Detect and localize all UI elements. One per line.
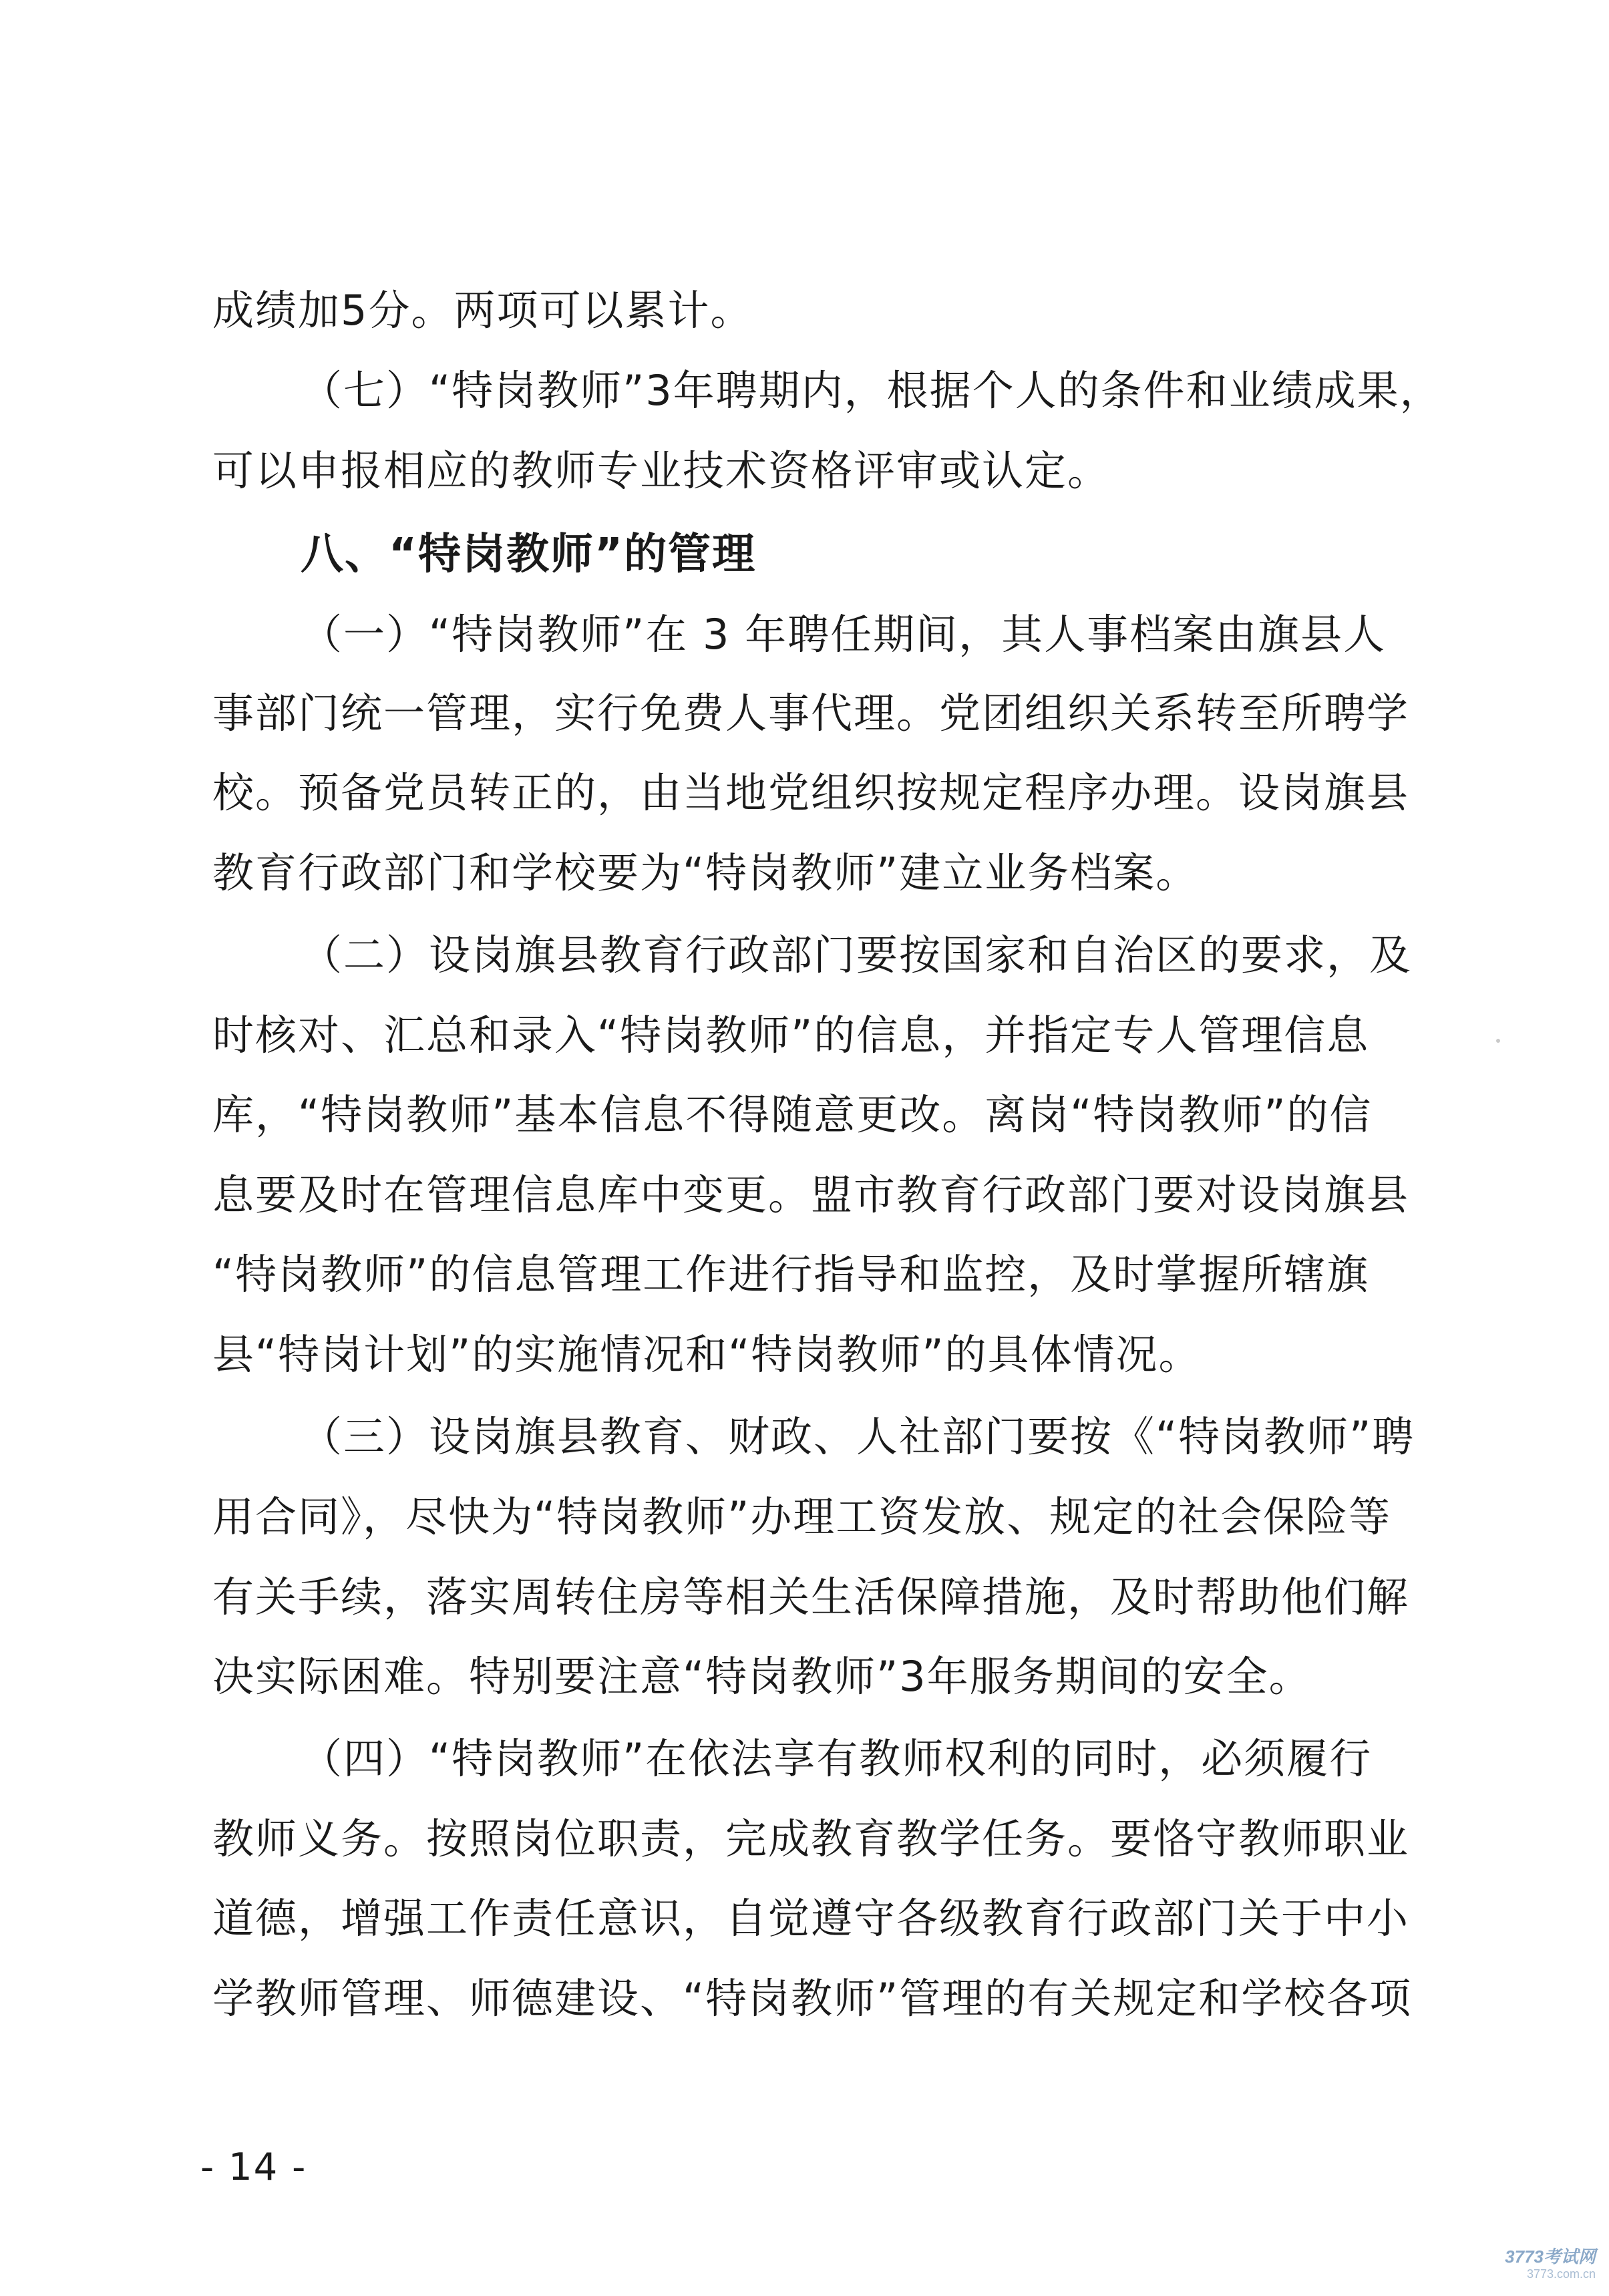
paragraph-line: 用合同》，尽快为“特岗教师”办理工资发放、规定的社会保险等 [212, 1492, 1392, 1541]
paragraph-line: （二）设岗旗县教育行政部门要按国家和自治区的要求，及 [301, 931, 1413, 979]
paragraph-line: “特岗教师”的信息管理工作进行指导和监控，及时掌握所辖旗 [212, 1250, 1370, 1299]
paragraph-line: 时核对、汇总和录入“特岗教师”的信息，并指定专人管理信息 [212, 1011, 1370, 1059]
watermark-title: 3773考试网 [1505, 2247, 1596, 2267]
paragraph-line: 库，“特岗教师”基本信息不得随意更改。离岗“特岗教师”的信 [212, 1090, 1373, 1139]
paragraph-line: 教育行政部门和学校要为“特岗教师”建立业务档案。 [212, 848, 1199, 897]
paragraph-line: 息要及时在管理信息库中变更。盟市教育行政部门要对设岗旗县 [212, 1170, 1410, 1219]
page-number: - 14 - [200, 2146, 307, 2189]
paragraph-line: 可以申报相应的教师专业技术资格评审或认定。 [212, 446, 1111, 495]
paragraph-line: 事部门统一管理，实行免费人事代理。党团组织关系转至所聘学 [212, 689, 1410, 737]
paragraph-line: 成绩加5分。两项可以累计。 [212, 286, 753, 335]
paragraph-line: 道德，增强工作责任意识，自觉遵守各级教育行政部门关于中小 [212, 1894, 1410, 1943]
paragraph-line: 学教师管理、师德建设、“特岗教师”管理的有关规定和学校各项 [212, 1974, 1413, 2023]
paragraph-line: 教师义务。按照岗位职责，完成教育教学任务。要恪守教师职业 [212, 1814, 1410, 1863]
section-heading: 八、“特岗教师”的管理 [301, 530, 757, 579]
paragraph-line: （七）“特岗教师”3年聘期内，根据个人的条件和业绩成果， [301, 366, 1443, 415]
paragraph-line: （一）“特岗教师”在 3 年聘任期间，其人事档案由旗县人 [301, 610, 1387, 659]
watermark-logo [1475, 2247, 1596, 2287]
paragraph-line: 有关手续，落实周转住房等相关生活保障措施，及时帮助他们解 [212, 1573, 1410, 1621]
paragraph-line: 校。预备党员转正的，由当地党组织按规定程序办理。设岗旗县 [212, 768, 1410, 817]
watermark-url: 3773.com.cn [1526, 2267, 1596, 2281]
paragraph-line: （三）设岗旗县教育、财政、人社部门要按《“特岗教师”聘 [301, 1412, 1415, 1461]
paragraph-line: 决实际困难。特别要注意“特岗教师”3年服务期间的安全。 [212, 1652, 1312, 1701]
paragraph-line: 县“特岗计划”的实施情况和“特岗教师”的具体情况。 [212, 1330, 1202, 1379]
scan-speck [1496, 1039, 1500, 1043]
paragraph-line: （四）“特岗教师”在依法享有教师权利的同时，必须履行 [301, 1734, 1373, 1783]
